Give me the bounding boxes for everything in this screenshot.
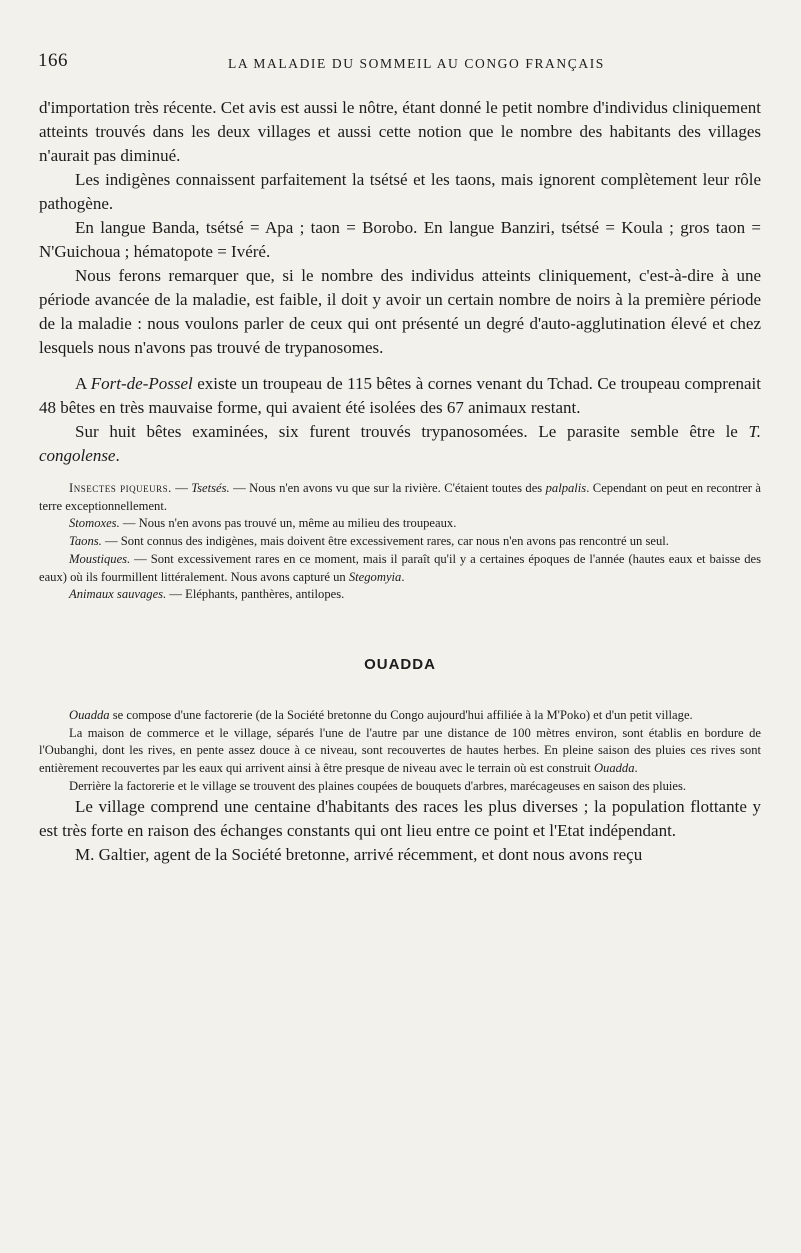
paragraph	[39, 707, 761, 725]
text-run: .	[634, 761, 638, 776]
page-number: 166	[38, 50, 68, 71]
text-run: — Eléphants, panthères, antilopes.	[166, 587, 345, 602]
insects-stomoxes	[39, 515, 761, 533]
text-run: La maison de commerce et le village, séparés l'une de l'autre par une distance de 100 mètres environ, sont établis en bordure de l'Oubanghi, dont les rives, en pente assez douce à ce niveau, sont recouvertes de hautes herbes. En pleine saison des pluies ces rives sont entièrement recouvertes par les eaux qui arrivent ainsi à être presque de niveau avec le terrain où est construit	[39, 725, 761, 776]
paragraph: d'importation très récente. Cet avis est aussi le nôtre, étant donné le petit nombre d'individus cliniquement atteints trouvés dans les deux villages et aussi cette notion que le nombre des habitants des villages n'aurait pas diminué.	[39, 98, 761, 165]
text-run: se compose d'une factorerie (de la Société bretonne du Congo aujourd'hui affiliée à la M'Poko) et d'un petit village.	[109, 707, 693, 722]
text-run: existe un troupeau de 115 bêtes à cornes venant du Tchad. Ce troupeau comprenait 48 bêtes en très mauvaise forme, qui avaient été isolées des 67 animaux restant.	[39, 374, 762, 417]
text-run: — Sont connus des indigènes, mais doivent être excessivement rares, car nous n'en avons pas rencontré un seul.	[101, 534, 669, 549]
label: Tsetsés.	[191, 481, 230, 495]
paragraph: En langue Banda, tsétsé = Apa ; taon = Borobo. En langue Banziri, tsétsé = Koula ; gros taon = N'Guichoua ; hématopote = Ivéré.	[39, 218, 761, 261]
label: Taons.	[69, 534, 102, 549]
insects-tsetses: Insectes piqueurs. — Tsetsés. — Nous n'en avons vu que sur la rivière. C'étaient toutes des palpalis. Cependant on peut en recontrer à terre exceptionnellement.	[39, 481, 761, 513]
insects-taons	[39, 533, 761, 551]
section-title: OUADDA	[364, 655, 436, 673]
species-name: Stegomyia	[348, 569, 402, 584]
paragraph: Les indigènes connaissent parfaitement la tsétsé et les taons, mais ignorent complètement leur rôle pathogène.	[39, 170, 761, 213]
paragraph: Nous ferons remarquer que, si le nombre des individus atteints cliniquement, c'est-à-dire à une période avancée de la maladie, est faible, il doit y avoir un certain nombre de noirs à la première période de la maladie : nous voulons parler de ceux qui ont présenté un degré d'auto-agglutination élevé et chez lesquels nous n'avons pas trouvé de trypanosomes.	[39, 266, 761, 357]
paragraph: Le village comprend une centaine d'habitants des races les plus diverses ; la population flottante y est très forte en raison des échanges constants qui ont lieu entre ce point et l'Etat indépendant.	[39, 797, 761, 841]
running-head: LA MALADIE DU SOMMEIL AU CONGO FRANÇAIS	[228, 56, 605, 71]
body-text	[39, 96, 761, 867]
paragraph	[39, 725, 761, 778]
label: Animaux sauvages.	[69, 587, 167, 602]
insects-moustiques	[39, 551, 761, 586]
insects-heading: Insectes piqueurs.	[69, 481, 172, 495]
ouadda-section	[39, 707, 761, 796]
text-run: — Nous n'en avons vu que sur la rivière. C'étaient toutes des	[229, 481, 546, 495]
insects-notes	[39, 480, 761, 604]
place-name: Ouadda	[69, 707, 110, 722]
text-run: Sur huit bêtes examinées, six furent trouvés trypanosomées. Le parasite semble être le	[75, 422, 749, 441]
text-run: .	[115, 446, 120, 465]
page-header	[38, 50, 758, 80]
text-run: .	[401, 569, 405, 584]
paragraph: M. Galtier, agent de la Société bretonne, arrivé récemment, et dont nous avons reçu	[75, 845, 643, 865]
label: Stomoxes.	[69, 516, 120, 531]
text-run: . Cependant on peut en recontrer à terre exceptionnellement.	[39, 481, 761, 513]
text-run: A	[75, 374, 91, 393]
text-run: — Nous n'en avons pas trouvé un, même au milieu des troupeaux.	[119, 516, 457, 531]
animaux-sauvages	[39, 586, 761, 604]
species-name: palpalis	[545, 481, 587, 495]
paragraph	[39, 420, 761, 468]
species-name: T. congolense	[39, 422, 761, 465]
place-name: Ouadda	[593, 761, 635, 776]
paragraph: Derrière la factorerie et le village se trouvent des plaines coupées de bouquets d'arbres, marécageuses en saison des pluies.	[69, 778, 687, 793]
text-run: — Sont excessivement rares en ce moment, mais il paraît qu'il y a certaines époques de l'année (hautes eaux et baisse des eaux) où ils fourmillent littéralement. Nous avons capturé un	[39, 551, 761, 584]
label: Moustiques.	[69, 551, 131, 566]
paragraph	[39, 372, 761, 420]
place-name: Fort-de-Possel	[90, 374, 193, 393]
